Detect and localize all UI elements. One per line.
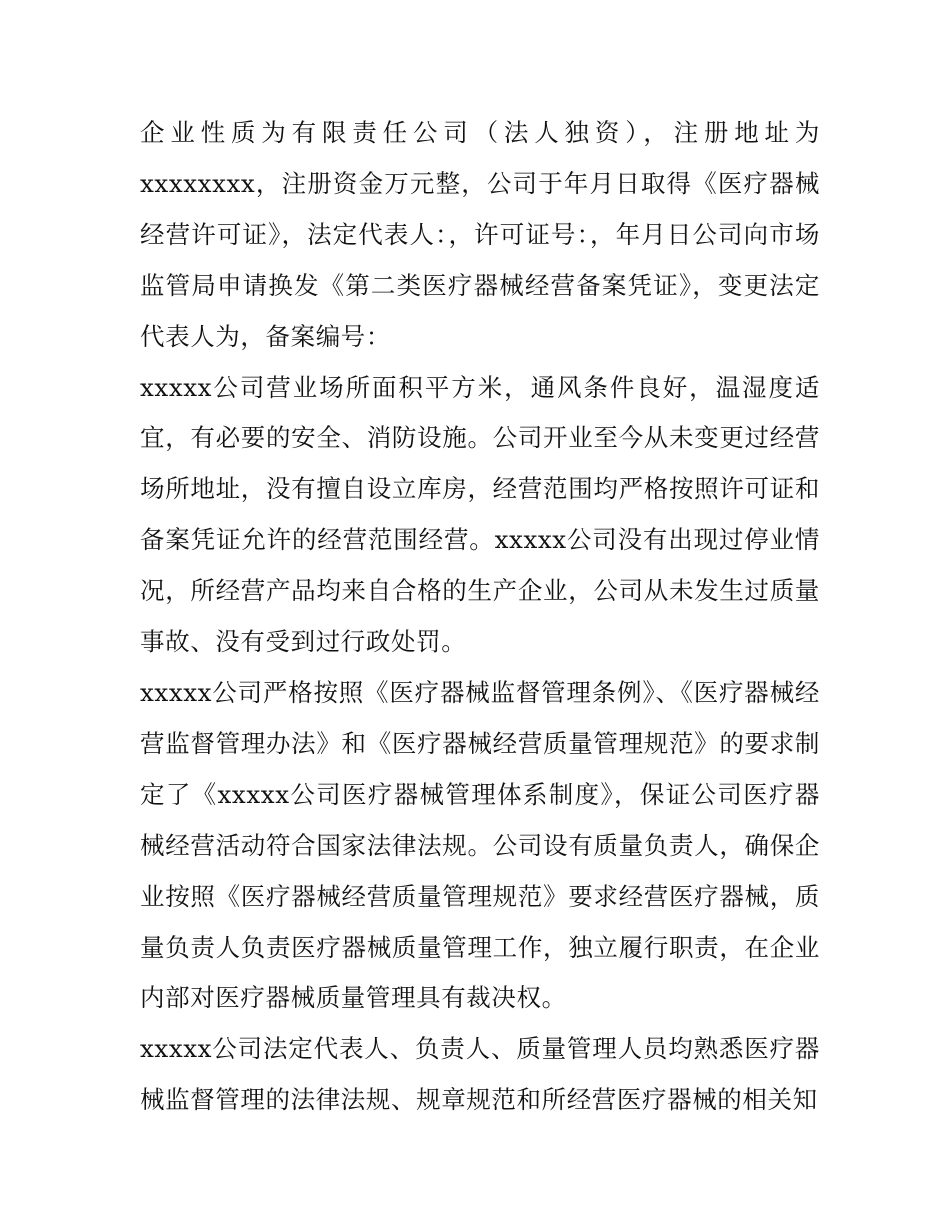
- paragraph-business-premises: xxxxx公司营业场所面积平方米，通风条件良好，温湿度适宜，有必要的安全、消防设施。公司开业至今从未变更过经营场所地址，没有擅自设立库房，经营范围均严格按照许可证和备案凭证允许的经营范围经营。xxxxx公司没有出现过停业情况，所经营产品均来自合格的生产企业，公司从未发生过质量事故、没有受到过行政处罚。: [140, 372, 820, 657]
- document-body: [140, 108, 820, 1126]
- paragraph-quality-management-system: xxxxx公司严格按照《医疗器械监督管理条例》、《医疗器械经营监督管理办法》和《医疗器械经营质量管理规范》的要求制定了《xxxxx公司医疗器械管理体系制度》，保证公司医疗器械经营活动符合国家法律法规。公司设有质量负责人，确保企业按照《医疗器械经营质量管理规范》要求经营医疗器械，质量负责人负责医疗器械质量管理工作，独立履行职责，在企业内部对医疗器械质量管理具有裁决权。: [140, 677, 820, 1013]
- paragraph-company-registration: 企业性质为有限责任公司（法人独资），注册地址为xxxxxxxx，注册资金万元整，公司于年月日取得《医疗器械经营许可证》，法定代表人：，许可证号：，年月日公司向市场监管局申请换发《第二类医疗器械经营备案凭证》，变更法定代表人为，备案编号：: [140, 118, 820, 351]
- paragraph-personnel-qualifications: xxxxx公司法定代表人、负责人、质量管理人员均熟悉医疗器械监督管理的法律法规、规章规范和所经营医疗器械的相关知: [140, 1034, 820, 1115]
